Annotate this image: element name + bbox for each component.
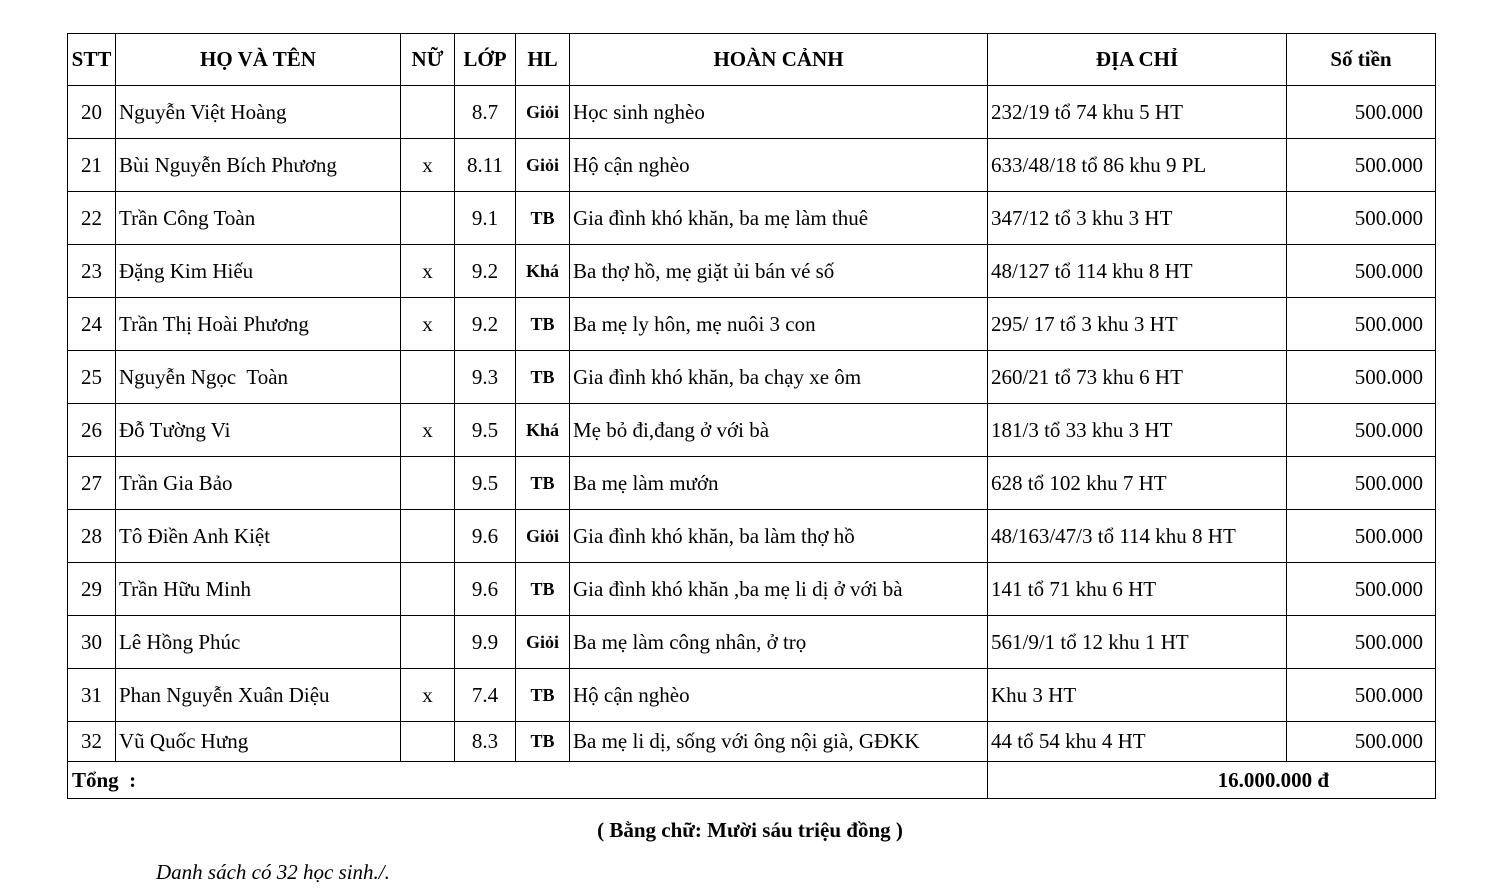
cell-address: 48/127 tổ 114 khu 8 HT bbox=[988, 245, 1287, 298]
cell-stt: 24 bbox=[68, 298, 116, 351]
cell-address: 628 tổ 102 khu 7 HT bbox=[988, 457, 1287, 510]
cell-hl: Khá bbox=[516, 404, 570, 457]
cell-hl: TB bbox=[516, 351, 570, 404]
header-amount: Số tiền bbox=[1287, 34, 1436, 86]
table-row bbox=[68, 298, 1436, 351]
table-row bbox=[68, 245, 1436, 298]
table-row bbox=[68, 722, 1436, 762]
cell-circumstance: Ba mẹ li dị, sống với ông nội già, GĐKK bbox=[570, 722, 988, 762]
cell-class: 9.5 bbox=[455, 404, 516, 457]
cell-stt: 25 bbox=[68, 351, 116, 404]
cell-stt: 27 bbox=[68, 457, 116, 510]
cell-circumstance: Ba mẹ làm công nhân, ở trọ bbox=[570, 616, 988, 669]
cell-name: Trần Công Toàn bbox=[116, 192, 401, 245]
cell-circumstance: Mẹ bỏ đi,đang ở với bà bbox=[570, 404, 988, 457]
cell-class: 9.5 bbox=[455, 457, 516, 510]
cell-name: Phan Nguyễn Xuân Diệu bbox=[116, 669, 401, 722]
table-row bbox=[68, 192, 1436, 245]
cell-stt: 29 bbox=[68, 563, 116, 616]
cell-class: 8.3 bbox=[455, 722, 516, 762]
cell-circumstance: Học sinh nghèo bbox=[570, 86, 988, 139]
cell-amount: 500.000 bbox=[1287, 404, 1436, 457]
cell-amount: 500.000 bbox=[1287, 86, 1436, 139]
cell-hl: Giỏi bbox=[516, 510, 570, 563]
cell-female: x bbox=[401, 298, 455, 351]
cell-address: 181/3 tổ 33 khu 3 HT bbox=[988, 404, 1287, 457]
cell-name: Trần Thị Hoài Phương bbox=[116, 298, 401, 351]
cell-address: 295/ 17 tổ 3 khu 3 HT bbox=[988, 298, 1287, 351]
cell-female: x bbox=[401, 139, 455, 192]
cell-name: Vũ Quốc Hưng bbox=[116, 722, 401, 762]
cell-circumstance: Gia đình khó khăn, ba mẹ làm thuê bbox=[570, 192, 988, 245]
amount-in-words: ( Bằng chữ: Mười sáu triệu đồng ) bbox=[597, 818, 903, 842]
cell-address: 633/48/18 tổ 86 khu 9 PL bbox=[988, 139, 1287, 192]
cell-female: x bbox=[401, 404, 455, 457]
cell-circumstance: Hộ cận nghèo bbox=[570, 669, 988, 722]
cell-stt: 28 bbox=[68, 510, 116, 563]
cell-hl: TB bbox=[516, 563, 570, 616]
cell-female bbox=[401, 722, 455, 762]
cell-female bbox=[401, 510, 455, 563]
cell-female bbox=[401, 616, 455, 669]
header-female: NỮ bbox=[401, 34, 455, 86]
table-row bbox=[68, 86, 1436, 139]
cell-class: 9.6 bbox=[455, 563, 516, 616]
cell-amount: 500.000 bbox=[1287, 669, 1436, 722]
header-stt: STT bbox=[68, 34, 116, 86]
table-row bbox=[68, 616, 1436, 669]
cell-name: Trần Hữu Minh bbox=[116, 563, 401, 616]
cell-hl: TB bbox=[516, 192, 570, 245]
header-hl: HL bbox=[516, 34, 570, 86]
total-label: Tổng : bbox=[68, 762, 988, 799]
cell-circumstance: Gia đình khó khăn, ba chạy xe ôm bbox=[570, 351, 988, 404]
cell-name: Đỗ Tường Vi bbox=[116, 404, 401, 457]
cell-female bbox=[401, 86, 455, 139]
cell-amount: 500.000 bbox=[1287, 245, 1436, 298]
table-row bbox=[68, 510, 1436, 563]
student-list-table bbox=[67, 33, 1436, 799]
cell-address: 347/12 tổ 3 khu 3 HT bbox=[988, 192, 1287, 245]
cell-female bbox=[401, 192, 455, 245]
cell-amount: 500.000 bbox=[1287, 192, 1436, 245]
cell-female bbox=[401, 563, 455, 616]
cell-address: 260/21 tổ 73 khu 6 HT bbox=[988, 351, 1287, 404]
cell-female bbox=[401, 457, 455, 510]
cell-stt: 30 bbox=[68, 616, 116, 669]
cell-hl: TB bbox=[516, 669, 570, 722]
table-row bbox=[68, 139, 1436, 192]
cell-class: 9.6 bbox=[455, 510, 516, 563]
cell-hl: Giỏi bbox=[516, 616, 570, 669]
cell-name: Nguyễn Việt Hoàng bbox=[116, 86, 401, 139]
cell-address: 141 tổ 71 khu 6 HT bbox=[988, 563, 1287, 616]
cell-circumstance: Ba mẹ làm mướn bbox=[570, 457, 988, 510]
cell-class: 8.11 bbox=[455, 139, 516, 192]
table-row bbox=[68, 404, 1436, 457]
cell-class: 9.3 bbox=[455, 351, 516, 404]
header-address: ĐỊA CHỈ bbox=[988, 34, 1287, 86]
cell-amount: 500.000 bbox=[1287, 510, 1436, 563]
cell-address: 48/163/47/3 tổ 114 khu 8 HT bbox=[988, 510, 1287, 563]
cell-stt: 32 bbox=[68, 722, 116, 762]
list-note: Danh sách có 32 học sinh./. bbox=[156, 860, 390, 884]
cell-female: x bbox=[401, 245, 455, 298]
cell-address: 44 tổ 54 khu 4 HT bbox=[988, 722, 1287, 762]
cell-female bbox=[401, 351, 455, 404]
cell-amount: 500.000 bbox=[1287, 616, 1436, 669]
cell-name: Trần Gia Bảo bbox=[116, 457, 401, 510]
cell-class: 9.2 bbox=[455, 245, 516, 298]
cell-hl: TB bbox=[516, 298, 570, 351]
header-name: HỌ VÀ TÊN bbox=[116, 34, 401, 86]
cell-amount: 500.000 bbox=[1287, 457, 1436, 510]
table-row bbox=[68, 457, 1436, 510]
cell-stt: 22 bbox=[68, 192, 116, 245]
cell-stt: 23 bbox=[68, 245, 116, 298]
cell-hl: Giỏi bbox=[516, 86, 570, 139]
cell-circumstance: Ba mẹ ly hôn, mẹ nuôi 3 con bbox=[570, 298, 988, 351]
header-class: LỚP bbox=[455, 34, 516, 86]
table-header-row bbox=[68, 34, 1436, 86]
cell-class: 7.4 bbox=[455, 669, 516, 722]
cell-stt: 21 bbox=[68, 139, 116, 192]
cell-hl: TB bbox=[516, 722, 570, 762]
cell-circumstance: Hộ cận nghèo bbox=[570, 139, 988, 192]
header-circumstance: HOÀN CẢNH bbox=[570, 34, 988, 86]
cell-name: Lê Hồng Phúc bbox=[116, 616, 401, 669]
cell-circumstance: Gia đình khó khăn ,ba mẹ li dị ở với bà bbox=[570, 563, 988, 616]
cell-amount: 500.000 bbox=[1287, 351, 1436, 404]
cell-class: 9.1 bbox=[455, 192, 516, 245]
table-row bbox=[68, 351, 1436, 404]
cell-stt: 26 bbox=[68, 404, 116, 457]
cell-amount: 500.000 bbox=[1287, 563, 1436, 616]
cell-name: Tô Điền Anh Kiệt bbox=[116, 510, 401, 563]
cell-class: 9.2 bbox=[455, 298, 516, 351]
cell-class: 8.7 bbox=[455, 86, 516, 139]
cell-circumstance: Ba thợ hồ, mẹ giặt ủi bán vé số bbox=[570, 245, 988, 298]
cell-amount: 500.000 bbox=[1287, 139, 1436, 192]
total-value: 16.000.000 đ bbox=[988, 762, 1436, 799]
cell-circumstance: Gia đình khó khăn, ba làm thợ hồ bbox=[570, 510, 988, 563]
cell-address: 232/19 tổ 74 khu 5 HT bbox=[988, 86, 1287, 139]
table-row bbox=[68, 669, 1436, 722]
total-row bbox=[68, 762, 1436, 799]
cell-name: Đặng Kim Hiếu bbox=[116, 245, 401, 298]
cell-amount: 500.000 bbox=[1287, 298, 1436, 351]
cell-address: Khu 3 HT bbox=[988, 669, 1287, 722]
cell-name: Bùi Nguyễn Bích Phương bbox=[116, 139, 401, 192]
cell-name: Nguyễn Ngọc Toàn bbox=[116, 351, 401, 404]
cell-class: 9.9 bbox=[455, 616, 516, 669]
cell-stt: 20 bbox=[68, 86, 116, 139]
cell-hl: Giỏi bbox=[516, 139, 570, 192]
cell-hl: Khá bbox=[516, 245, 570, 298]
cell-hl: TB bbox=[516, 457, 570, 510]
cell-amount: 500.000 bbox=[1287, 722, 1436, 762]
cell-female: x bbox=[401, 669, 455, 722]
cell-stt: 31 bbox=[68, 669, 116, 722]
table-row bbox=[68, 563, 1436, 616]
cell-address: 561/9/1 tổ 12 khu 1 HT bbox=[988, 616, 1287, 669]
